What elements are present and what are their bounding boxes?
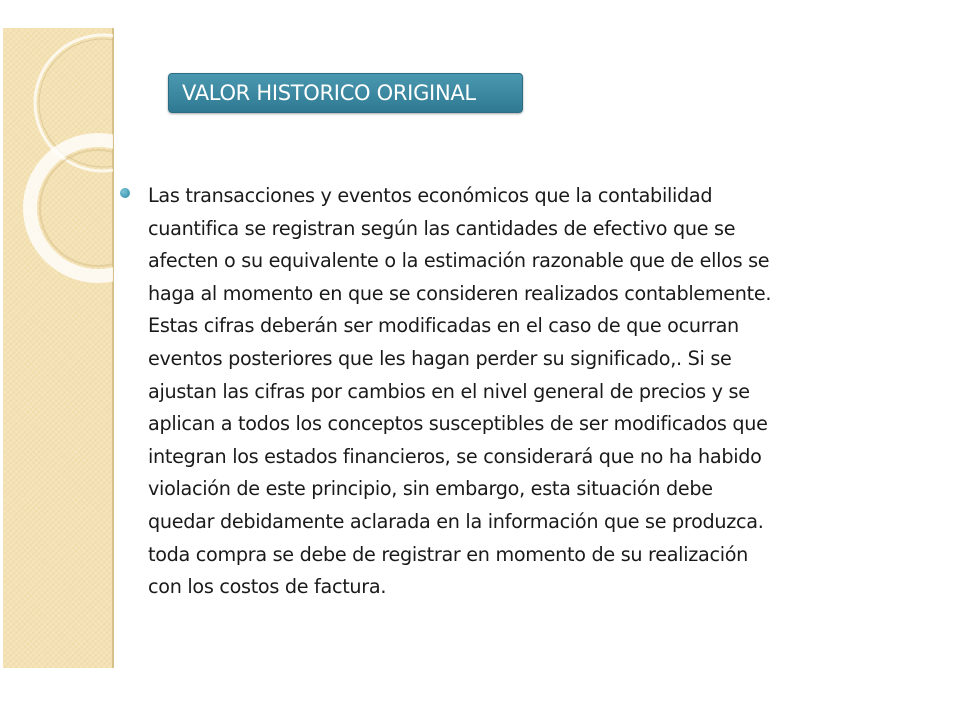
body-line: con los costos de factura. — [148, 575, 387, 599]
body-line: cuantifica se registran según las cantidades de efectivo que se — [148, 216, 736, 240]
body-line: afecten o su equivalente o la estimación razonable que de ellos se — [148, 249, 770, 273]
body-line: aplican a todos los conceptos susceptibles de ser modificados que — [148, 412, 768, 436]
body-line: Estas cifras deberán ser modificadas en el caso de que ocurran — [148, 314, 739, 338]
bullet-dot-icon — [120, 188, 130, 198]
title-box — [168, 73, 523, 113]
body-line: haga al momento en que se consideren realizados contablemente. — [148, 281, 772, 305]
body-line: toda compra se debe de registrar en momento de su realización — [148, 542, 749, 566]
body-line: violación de este principio, sin embargo, esta situación debe — [148, 477, 713, 501]
body-line: quedar debidamente aclarada en la información que se produzca. — [148, 509, 764, 533]
body-line: integran los estados financieros, se considerará que no ha habido — [148, 444, 762, 468]
slide-title: VALOR HISTORICO ORIGINAL — [182, 81, 476, 105]
body-line: Las transacciones y eventos económicos que la contabilidad — [148, 184, 713, 207]
body-line: ajustan las cifras por cambios en el nivel general de precios y se — [148, 379, 750, 403]
body-line: eventos posteriores que les hagan perder su significado,. Si se — [148, 346, 732, 370]
decorative-side-band — [3, 28, 114, 668]
decorative-circles — [3, 28, 113, 288]
body-paragraph — [148, 180, 868, 604]
